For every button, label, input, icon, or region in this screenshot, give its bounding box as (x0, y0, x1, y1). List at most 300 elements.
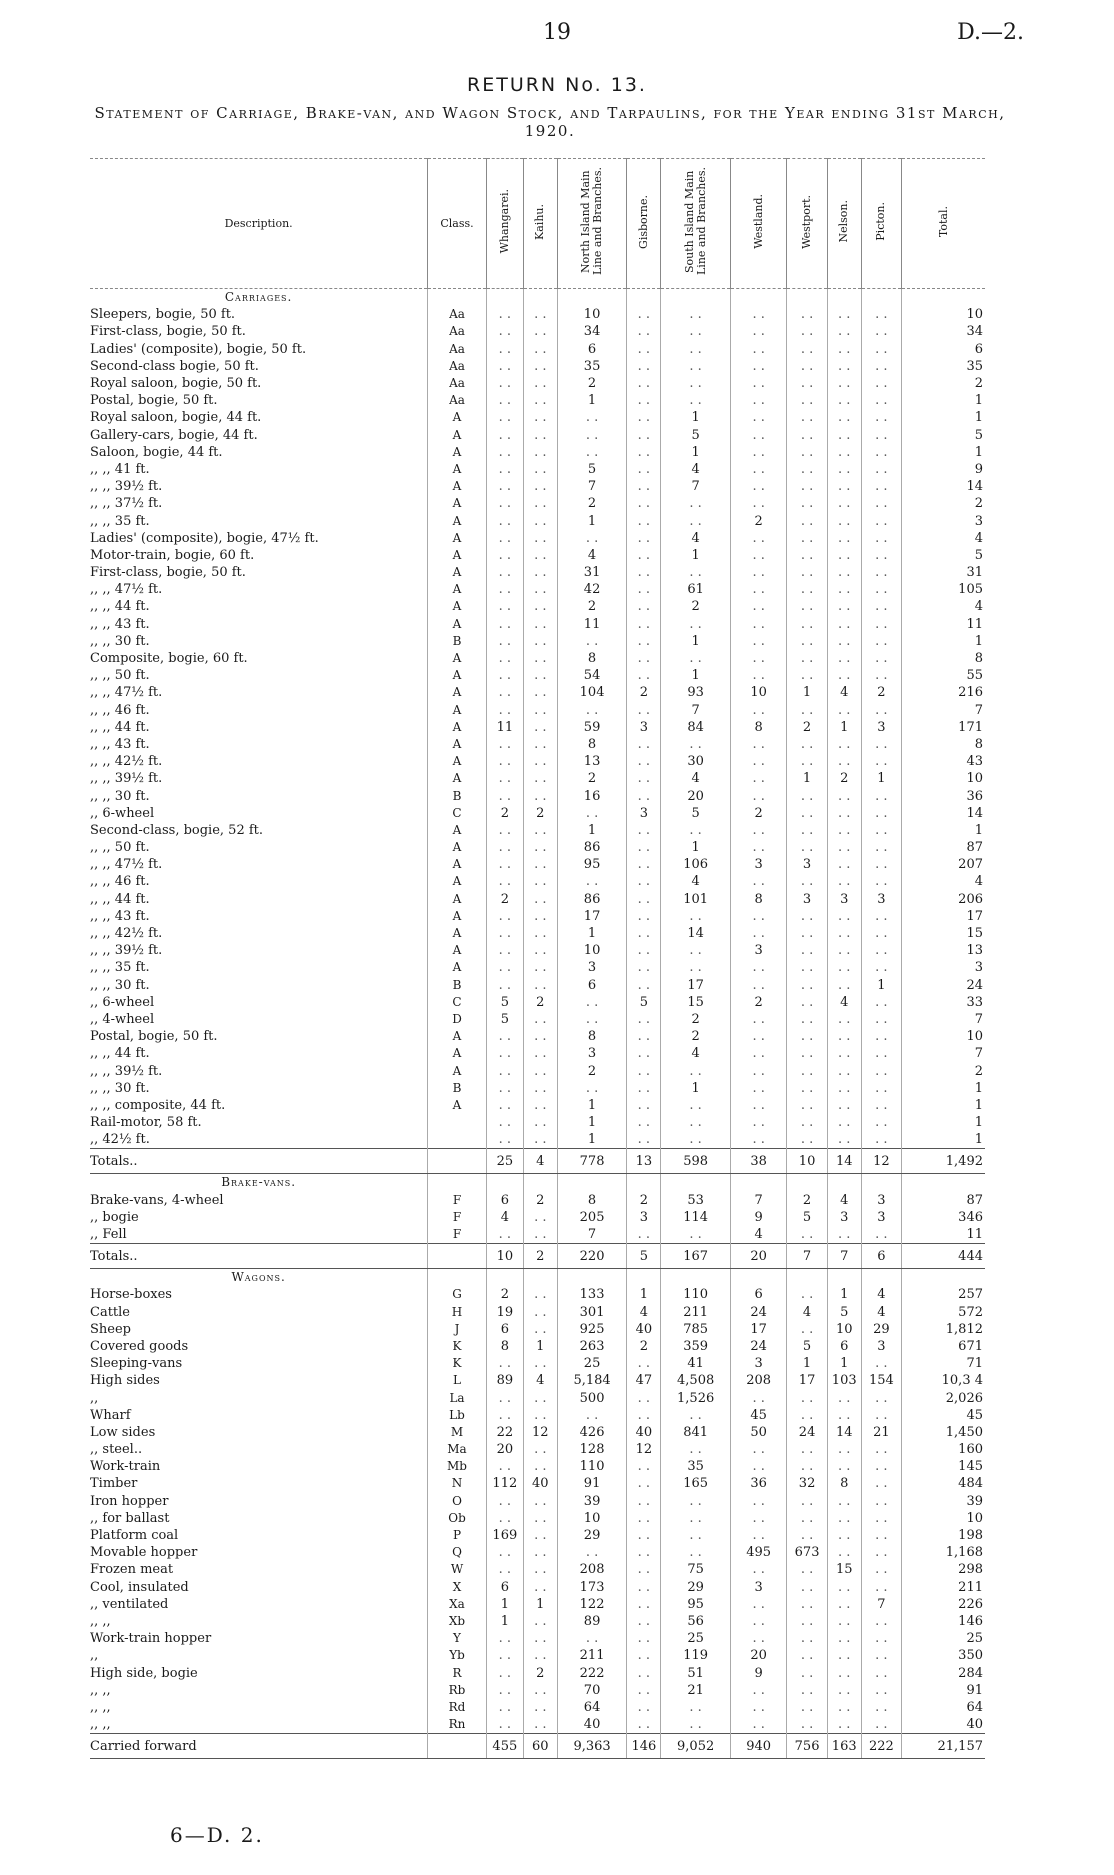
table-row (90, 1579, 985, 1596)
value-cell: 1 (787, 684, 828, 701)
value-cell: . . (731, 839, 787, 856)
value-cell: . . (523, 564, 557, 581)
row-description: ,, ,, (90, 1699, 111, 1715)
value-cell: 7 (827, 1244, 861, 1269)
row-class: A (428, 891, 487, 908)
value-cell: 1 (557, 925, 627, 942)
row-total: 2 (902, 1062, 985, 1079)
value-cell: . . (827, 1647, 861, 1664)
value-cell: . . (523, 1062, 557, 1079)
table-row (90, 1407, 985, 1424)
table-row (90, 1286, 985, 1303)
row-class: A (428, 822, 487, 839)
value-cell: 1 (787, 1355, 828, 1372)
value-cell: 2 (557, 598, 627, 615)
table-row (90, 375, 985, 392)
value-cell: 7 (557, 478, 627, 495)
value-cell: . . (861, 478, 902, 495)
value-cell: 35 (557, 358, 627, 375)
value-cell: . . (827, 581, 861, 598)
value-cell: . . (486, 1080, 523, 1097)
value-cell: . . (787, 461, 828, 478)
value-cell: . . (827, 1011, 861, 1028)
value-cell: . . (486, 478, 523, 495)
row-class: A (428, 1045, 487, 1062)
value-cell: 20 (731, 1244, 787, 1269)
value-cell: 119 (661, 1647, 731, 1664)
value-cell: 146 (627, 1734, 661, 1759)
value-cell: . . (486, 1226, 523, 1244)
row-description: Rail-motor, 58 ft. (90, 1115, 202, 1131)
value-cell: . . (523, 461, 557, 478)
value-cell: . . (787, 1286, 828, 1303)
row-class: A (428, 564, 487, 581)
row-description: ,, (90, 1648, 99, 1664)
row-class: B (428, 633, 487, 650)
value-cell: . . (787, 444, 828, 461)
value-cell: 3 (861, 1209, 902, 1226)
value-cell: 6 (557, 341, 627, 358)
value-cell: . . (627, 392, 661, 409)
value-cell: . . (731, 1630, 787, 1647)
value-cell: . . (731, 1561, 787, 1578)
value-cell: . . (827, 1226, 861, 1244)
row-description: High side, bogie (90, 1665, 198, 1681)
empty-cell (787, 1269, 828, 1287)
value-cell: 2 (861, 684, 902, 701)
value-cell: . . (661, 564, 731, 581)
value-cell: . . (627, 564, 661, 581)
row-class: A (428, 856, 487, 873)
value-cell: . . (787, 1699, 828, 1716)
row-class: C (428, 994, 487, 1011)
table-row (90, 1613, 985, 1630)
value-cell: 3 (627, 719, 661, 736)
value-cell: . . (861, 1613, 902, 1630)
value-cell: 15 (827, 1561, 861, 1578)
table-row (90, 392, 985, 409)
value-cell: 1 (661, 547, 731, 564)
value-cell: . . (627, 856, 661, 873)
value-cell: 1 (661, 633, 731, 650)
value-cell: . . (486, 1389, 523, 1406)
value-cell: 2 (731, 805, 787, 822)
value-cell: . . (523, 1080, 557, 1097)
value-cell: . . (861, 444, 902, 461)
value-cell: . . (861, 461, 902, 478)
row-class: B (428, 977, 487, 994)
value-cell: . . (661, 1114, 731, 1131)
table-row (90, 650, 985, 667)
value-cell: . . (861, 1630, 902, 1647)
table-row (90, 1338, 985, 1355)
value-cell: 17 (787, 1372, 828, 1389)
empty-cell (902, 289, 985, 307)
row-total: 14 (902, 478, 985, 495)
value-cell: . . (827, 478, 861, 495)
row-description: Royal saloon, bogie, 50 ft. (90, 376, 262, 392)
row-class: A (428, 461, 487, 478)
value-cell: . . (827, 375, 861, 392)
value-cell: 59 (557, 719, 627, 736)
value-cell: . . (787, 839, 828, 856)
value-cell: 5 (827, 1304, 861, 1321)
row-description: Motor-train, bogie, 60 ft. (90, 547, 255, 563)
value-cell: 1 (861, 977, 902, 994)
row-total: 5 (902, 427, 985, 444)
value-cell: . . (486, 1097, 523, 1114)
value-cell: . . (827, 959, 861, 976)
value-cell: . . (827, 1493, 861, 1510)
row-class: A (428, 942, 487, 959)
value-cell: 13 (557, 753, 627, 770)
empty-cell (861, 1269, 902, 1287)
value-cell: . . (861, 839, 902, 856)
row-description: ,, ,, 47½ ft. (90, 685, 163, 701)
value-cell: . . (627, 1062, 661, 1079)
value-cell: . . (523, 547, 557, 564)
row-total: 25 (902, 1630, 985, 1647)
value-cell: 2 (661, 1011, 731, 1028)
value-cell: . . (787, 598, 828, 615)
value-cell: . . (486, 839, 523, 856)
table-row (90, 1209, 985, 1226)
row-class: A (428, 616, 487, 633)
row-description: ,, ,, 47½ ft. (90, 582, 163, 598)
value-cell: 40 (627, 1321, 661, 1338)
value-cell: . . (827, 1527, 861, 1544)
value-cell: . . (627, 1355, 661, 1372)
value-cell: . . (627, 323, 661, 340)
value-cell: 29 (661, 1579, 731, 1596)
value-cell: . . (861, 822, 902, 839)
value-cell: . . (661, 822, 731, 839)
table-row (90, 719, 985, 736)
row-class: A (428, 873, 487, 890)
value-cell: 30 (661, 753, 731, 770)
value-cell: . . (861, 392, 902, 409)
value-cell: . . (827, 1510, 861, 1527)
row-description: ,, 6-wheel (90, 805, 155, 821)
empty-cell (661, 1269, 731, 1287)
row-description: ,, ,, (90, 1613, 111, 1629)
value-cell: . . (627, 461, 661, 478)
value-cell: 1 (557, 392, 627, 409)
value-cell: . . (731, 787, 787, 804)
value-cell: . . (523, 1304, 557, 1321)
table-row (90, 547, 985, 564)
row-description: Postal, bogie, 50 ft. (90, 393, 218, 409)
value-cell: 10 (557, 306, 627, 323)
row-description: Timber (90, 1476, 138, 1492)
row-class: K (428, 1338, 487, 1355)
value-cell: . . (661, 959, 731, 976)
value-cell: 6 (827, 1338, 861, 1355)
value-cell: 36 (731, 1475, 787, 1492)
table-body (90, 289, 985, 1759)
value-cell: 163 (827, 1734, 861, 1759)
return-title: RETURN No. 13. (467, 74, 647, 96)
value-cell: . . (827, 1596, 861, 1613)
value-cell: . . (486, 1493, 523, 1510)
column-header-label: Westland. (751, 194, 765, 249)
row-description: Postal, bogie, 50 ft. (90, 1029, 218, 1045)
value-cell: . . (627, 908, 661, 925)
value-cell: . . (661, 942, 731, 959)
empty-cell (902, 1269, 985, 1287)
value-cell: . . (627, 1045, 661, 1062)
value-cell: 60 (523, 1734, 557, 1759)
value-cell: . . (486, 667, 523, 684)
row-class (428, 1114, 487, 1131)
row-class: A (428, 409, 487, 426)
value-cell: 7 (661, 702, 731, 719)
row-description: Royal saloon, bogie, 44 ft. (90, 410, 262, 426)
value-cell: 756 (787, 1734, 828, 1759)
value-cell: 75 (661, 1561, 731, 1578)
row-class: A (428, 650, 487, 667)
row-total: 444 (902, 1244, 985, 1269)
value-cell: 45 (731, 1407, 787, 1424)
value-cell: . . (486, 409, 523, 426)
value-cell: . . (661, 512, 731, 529)
row-description: ,, ,, (90, 1682, 111, 1698)
value-cell: 5 (787, 1209, 828, 1226)
value-cell: 2 (731, 994, 787, 1011)
row-description: ,, ,, 44 ft. (90, 719, 150, 735)
value-cell: . . (787, 667, 828, 684)
value-cell: . . (523, 375, 557, 392)
empty-cell (787, 289, 828, 307)
value-cell: . . (731, 822, 787, 839)
row-class: A (428, 667, 487, 684)
value-cell: . . (787, 633, 828, 650)
row-total: 3 (902, 512, 985, 529)
row-total: 34 (902, 323, 985, 340)
row-description: ,, 6-wheel (90, 994, 155, 1010)
value-cell: . . (523, 409, 557, 426)
table-row (90, 1475, 985, 1492)
value-cell: . . (827, 598, 861, 615)
value-cell: . . (486, 942, 523, 959)
row-total: 71 (902, 1355, 985, 1372)
row-class: Ma (428, 1441, 487, 1458)
value-cell: . . (861, 323, 902, 340)
column-header-label: Picton. (874, 202, 888, 241)
value-cell: . . (486, 1699, 523, 1716)
table-row (90, 1647, 985, 1664)
row-total: 35 (902, 358, 985, 375)
table-row (90, 822, 985, 839)
value-cell: 133 (557, 1286, 627, 1303)
value-cell: 10 (827, 1321, 861, 1338)
value-cell: 64 (557, 1699, 627, 1716)
row-total: 3 (902, 959, 985, 976)
row-total: 1 (902, 1131, 985, 1149)
value-cell: . . (523, 581, 557, 598)
row-total: 14 (902, 805, 985, 822)
value-cell: . . (787, 392, 828, 409)
table-row (90, 1304, 985, 1321)
value-cell: . . (627, 1716, 661, 1734)
row-total: 105 (902, 581, 985, 598)
row-total: 1 (902, 409, 985, 426)
table-row (90, 306, 985, 323)
value-cell: . . (861, 702, 902, 719)
empty-cell (627, 289, 661, 307)
value-cell: . . (861, 650, 902, 667)
value-cell: . . (861, 1080, 902, 1097)
value-cell: . . (731, 409, 787, 426)
value-cell: . . (827, 822, 861, 839)
value-cell: . . (627, 1664, 661, 1681)
value-cell: 4 (861, 1304, 902, 1321)
value-cell: . . (827, 427, 861, 444)
value-cell: . . (661, 1062, 731, 1079)
value-cell: . . (523, 822, 557, 839)
row-total: 4 (902, 530, 985, 547)
row-class: Aa (428, 323, 487, 340)
value-cell: . . (787, 1716, 828, 1734)
value-cell: . . (861, 495, 902, 512)
row-total: 11 (902, 616, 985, 633)
row-description: ,, ,, 44 ft. (90, 891, 150, 907)
row-class: Aa (428, 392, 487, 409)
table-row (90, 1389, 985, 1406)
row-description: ,, ,, 46 ft. (90, 874, 150, 890)
row-class: A (428, 770, 487, 787)
row-total: 484 (902, 1475, 985, 1492)
value-cell: . . (787, 1131, 828, 1149)
value-cell: . . (787, 1527, 828, 1544)
value-cell: . . (861, 1682, 902, 1699)
value-cell: . . (861, 736, 902, 753)
value-cell: . . (523, 1355, 557, 1372)
value-cell: . . (731, 1458, 787, 1475)
value-cell: . . (557, 873, 627, 890)
row-class: La (428, 1389, 487, 1406)
value-cell: 3 (731, 942, 787, 959)
value-cell: . . (827, 1080, 861, 1097)
value-cell: . . (486, 684, 523, 701)
empty-cell (627, 1174, 661, 1192)
value-cell: . . (627, 1699, 661, 1716)
value-cell: 20 (731, 1647, 787, 1664)
table-row (90, 873, 985, 890)
value-cell: . . (827, 1630, 861, 1647)
value-cell: 15 (661, 994, 731, 1011)
table-row (90, 1131, 985, 1149)
value-cell: . . (787, 1011, 828, 1028)
value-cell: . . (861, 994, 902, 1011)
value-cell: 1 (661, 444, 731, 461)
value-cell: . . (486, 341, 523, 358)
value-cell: 3 (827, 1209, 861, 1226)
value-cell: 2 (486, 1286, 523, 1303)
value-cell: . . (827, 1579, 861, 1596)
value-cell: . . (861, 1510, 902, 1527)
value-cell: . . (787, 495, 828, 512)
column-header-label: Whangarei. (497, 189, 511, 254)
row-description: ,, ,, 35 ft. (90, 513, 150, 529)
value-cell: . . (861, 1544, 902, 1561)
value-cell: . . (827, 942, 861, 959)
value-cell: 13 (627, 1149, 661, 1174)
value-cell: . . (486, 616, 523, 633)
row-total: 2 (902, 375, 985, 392)
value-cell: . . (627, 427, 661, 444)
value-cell: 50 (731, 1424, 787, 1441)
value-cell: 104 (557, 684, 627, 701)
value-cell: 5 (557, 461, 627, 478)
table-row (90, 1062, 985, 1079)
value-cell: 841 (661, 1424, 731, 1441)
value-cell: . . (627, 633, 661, 650)
row-class: A (428, 581, 487, 598)
row-class: A (428, 736, 487, 753)
value-cell: . . (787, 650, 828, 667)
value-cell: 2 (557, 770, 627, 787)
value-cell: . . (787, 942, 828, 959)
value-cell: . . (627, 891, 661, 908)
value-cell: . . (861, 1011, 902, 1028)
value-cell: 40 (523, 1475, 557, 1492)
row-total: 572 (902, 1304, 985, 1321)
value-cell: . . (731, 873, 787, 890)
value-cell: . . (523, 684, 557, 701)
value-cell: . . (486, 702, 523, 719)
value-cell: . . (787, 1458, 828, 1475)
value-cell: 10 (557, 1510, 627, 1527)
row-description: ,, ,, 37½ ft. (90, 496, 163, 512)
value-cell: 359 (661, 1338, 731, 1355)
value-cell: 2 (523, 805, 557, 822)
value-cell: . . (523, 323, 557, 340)
table-row (90, 1045, 985, 1062)
value-cell: . . (731, 1097, 787, 1114)
value-cell: 51 (661, 1664, 731, 1681)
value-cell: . . (661, 358, 731, 375)
value-cell: . . (627, 478, 661, 495)
value-cell: . . (557, 409, 627, 426)
value-cell: 1,526 (661, 1389, 731, 1406)
row-total: 206 (902, 891, 985, 908)
row-description: ,, bogie (90, 1209, 139, 1225)
value-cell: . . (861, 1699, 902, 1716)
value-cell: . . (627, 1596, 661, 1613)
value-cell: . . (627, 1080, 661, 1097)
value-cell: . . (731, 564, 787, 581)
stock-table-container (90, 158, 985, 1759)
row-description: ,, steel.. (90, 1442, 143, 1458)
row-class: G (428, 1286, 487, 1303)
value-cell: . . (787, 908, 828, 925)
value-cell: 4 (731, 1226, 787, 1244)
value-cell: 29 (557, 1527, 627, 1544)
value-cell: . . (557, 994, 627, 1011)
value-cell: . . (557, 805, 627, 822)
value-cell: . . (627, 598, 661, 615)
value-cell: 1 (827, 719, 861, 736)
value-cell: . . (731, 650, 787, 667)
value-cell: . . (827, 530, 861, 547)
value-cell: . . (861, 959, 902, 976)
row-description: Cattle (90, 1304, 130, 1320)
value-cell: 1 (557, 1114, 627, 1131)
value-cell: . . (523, 891, 557, 908)
row-description: ,, ,, 30 ft. (90, 977, 150, 993)
value-cell: . . (827, 977, 861, 994)
